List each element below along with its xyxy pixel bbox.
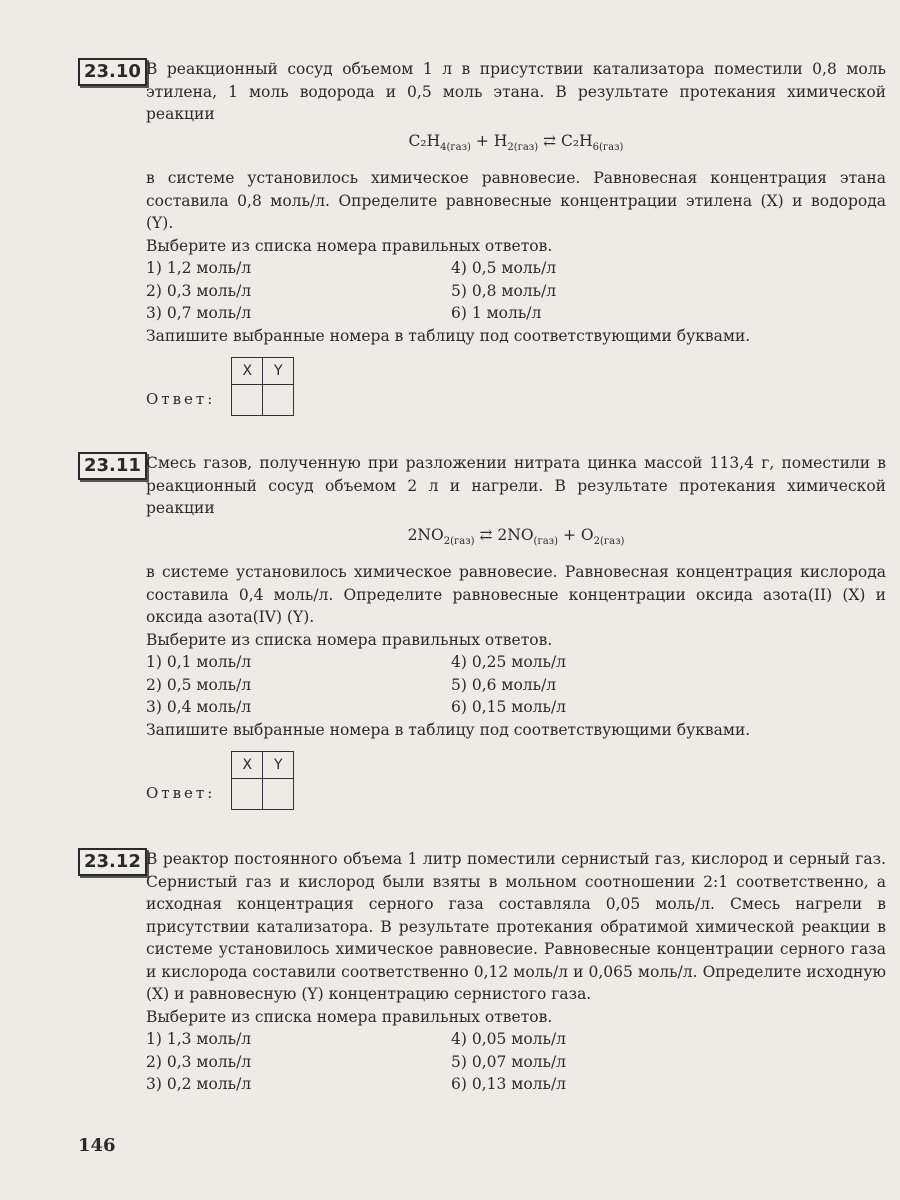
answer-header-y: Y xyxy=(263,752,294,779)
answer-table xyxy=(231,357,294,416)
reaction-equation: $C_2H_{4(газ)} + H_{2(газ)}$ ⇄ $C_2H_{6(газ)}$ xyxy=(408,131,624,153)
answer-table xyxy=(231,751,294,810)
option: 1) 1,2 моль/л xyxy=(146,259,252,278)
option: 4) 0,05 моль/л xyxy=(451,1030,567,1048)
problem-condition: в системе установилось химическое равновесие. Равновесная концентрация этана составила 0,8 моль/л. Определите равновесные концентрации этилена (X) и водорода (Y). xyxy=(146,169,886,233)
answer-header-x: X xyxy=(232,752,263,779)
answer-section xyxy=(146,357,886,416)
option: 1) 1,3 моль/л xyxy=(146,1030,252,1048)
option: 3) 0,2 моль/л xyxy=(146,1075,252,1093)
option: 3) 0,4 моль/л xyxy=(146,698,252,717)
option: 2) 0,5 моль/л xyxy=(146,675,252,694)
write-prompt: Запишите выбранные номера в таблицу под соответствующими буквами. xyxy=(146,720,751,739)
answer-cell-x[interactable] xyxy=(232,779,263,810)
answer-cell-y[interactable] xyxy=(263,385,294,416)
answer-label: Ответ: xyxy=(146,389,216,408)
select-prompt: Выберите из списка номера правильных ответов. xyxy=(146,236,553,255)
reaction-equation: $2NO_{2(газ)}$ ⇄ $2NO_{(газ)} + O_{2(газ)}$ xyxy=(407,525,625,547)
write-prompt: Запишите выбранные номера в таблицу под соответствующими буквами. xyxy=(146,326,751,345)
select-prompt: Выберите из списка номера правильных ответов. xyxy=(146,630,553,649)
option: 4) 0,5 моль/л xyxy=(451,259,557,278)
problem-intro: Смесь газов, полученную при разложении нитрата цинка массой 113,4 г, поместили в реакционный сосуд объемом 2 л и нагрели. В результате протекания химической реакции xyxy=(146,454,886,517)
problem-number: 23.12 xyxy=(78,848,147,876)
problem-intro: В реакционный сосуд объемом 1 л в присутствии катализатора поместили 0,8 моль этилена, 1 моль водорода и 0,5 моль этана. В результате протекания химической реакции xyxy=(146,60,886,123)
problem-number: 23.10 xyxy=(78,58,147,86)
option: 3) 0,7 моль/л xyxy=(146,304,252,323)
option: 6) 0,13 моль/л xyxy=(451,1075,567,1093)
option: 5) 0,6 моль/л xyxy=(451,675,557,694)
answer-cell-y[interactable] xyxy=(263,779,294,810)
answer-cell-x[interactable] xyxy=(232,385,263,416)
answer-options xyxy=(146,257,746,325)
option: 1) 0,1 моль/л xyxy=(146,653,252,672)
option: 6) 0,15 моль/л xyxy=(451,698,567,717)
answer-label: Ответ: xyxy=(146,783,216,802)
option: 2) 0,3 моль/л xyxy=(146,1052,252,1071)
answer-header-y: Y xyxy=(263,358,294,385)
answer-header-x: X xyxy=(232,358,263,385)
option: 4) 0,25 моль/л xyxy=(451,653,567,672)
option: 2) 0,3 моль/л xyxy=(146,281,252,300)
option: 5) 0,07 моль/л xyxy=(451,1052,567,1071)
select-prompt: Выберите из списка номера правильных ответов. xyxy=(146,1007,553,1026)
answer-options xyxy=(146,1028,746,1096)
answer-options xyxy=(146,651,746,719)
problem-number: 23.11 xyxy=(78,452,147,480)
problem-intro: В реактор постоянного объема 1 литр поместили сернистый газ, кислород и серный газ. Сернистый газ и кислород были взяты в мольном соотношении 2:1 соответственно, а исходная концентрация серного газа составляла 0,05 моль/л. Смесь нагрели в присутствии катализатора. В результате протекания обратимой химической реакции в системе установилось химическое равновесие. Равновесные концентрации серного газа и кислорода составили соответственно 0,12 моль/л и 0,065 моль/л. Определите исходную (X) и равновесную (Y) концентрацию сернистого газа. xyxy=(146,850,886,1003)
page-number: 146 xyxy=(78,1135,116,1156)
option: 6) 1 моль/л xyxy=(451,304,542,323)
answer-section xyxy=(146,751,886,810)
problem-condition: в системе установилось химическое равновесие. Равновесная концентрация кислорода составила 0,4 моль/л. Определите равновесные концентрации оксида азота(II) (X) и оксида азота(IV) (Y). xyxy=(146,563,886,627)
option: 5) 0,8 моль/л xyxy=(451,281,557,300)
